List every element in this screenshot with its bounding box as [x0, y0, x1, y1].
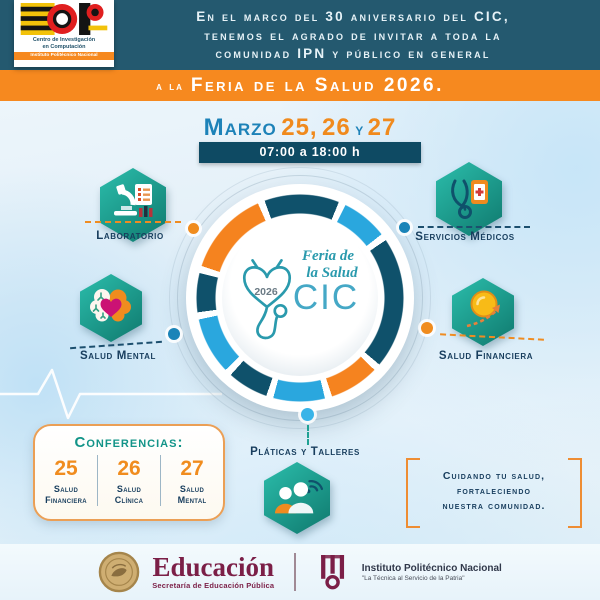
connector-dot-platicas	[301, 408, 314, 421]
ipn-block	[362, 563, 502, 582]
servicios-medicos-hexagon	[436, 162, 502, 236]
topic-line: Clínica	[114, 495, 144, 505]
invitation-line-3: comunidad IPN y público en general	[215, 46, 491, 61]
connector-dot-financiera	[421, 322, 433, 334]
invitation-text	[112, 8, 594, 64]
event-title-banner	[0, 70, 600, 101]
cic-name	[33, 37, 95, 50]
connector-dot-mental	[168, 328, 180, 340]
topic-line: Financiera	[45, 495, 87, 505]
salud-mental-hexagon	[80, 274, 142, 342]
topic-line: Mental	[177, 495, 207, 505]
topic-line: Salud	[116, 484, 142, 494]
ipn-title: Instituto Politécnico Nacional	[361, 562, 502, 574]
conferences-panel	[33, 424, 225, 521]
label-salud-mental: Salud Mental	[80, 350, 156, 362]
conference-topic	[35, 484, 97, 506]
date-day-27: 27	[367, 114, 397, 141]
connector-dash-servicios	[418, 226, 530, 228]
topic-line: Salud	[179, 484, 205, 494]
connector-dash-laboratorio	[85, 221, 181, 223]
date-month: Marzo	[203, 114, 277, 141]
slogan-line-3: nuestra comunidad.	[442, 499, 546, 512]
medical-kit-icon	[445, 175, 493, 223]
date-day-26: 26	[322, 114, 351, 141]
footer-divider	[294, 553, 296, 591]
event-schedule: 07:00 a 18:00 h	[199, 142, 421, 163]
sep-block	[152, 554, 274, 590]
conference-day-number: 25	[54, 457, 78, 480]
cic-parent-institution: Instituto Politécnico Nacional	[14, 52, 114, 60]
label-platicas-talleres: Pláticas y Talleres	[250, 446, 360, 458]
cic-name-line-2: en Computación	[42, 43, 86, 50]
date-conjunction: y	[355, 120, 364, 139]
platicas-talleres-hexagon	[264, 462, 330, 534]
ekg-line-decoration	[0, 366, 225, 426]
institutional-footer	[0, 544, 600, 600]
label-servicios-medicos: Servicios Médicos	[415, 231, 515, 243]
slogan-quote	[406, 458, 582, 524]
date-day-25: 25,	[281, 114, 318, 141]
invitation-line-2: tenemos el agrado de invitar a toda la	[204, 27, 502, 43]
connector-dash-mental	[70, 341, 162, 349]
event-title: Feria de la Salud 2026.	[190, 74, 444, 96]
conference-day-number: 27	[180, 457, 204, 480]
sep-title: Educación	[152, 552, 274, 582]
banner-prefix: a la	[156, 78, 184, 93]
brain-heart-icon	[87, 285, 135, 331]
fair-logo-acronym: CIC	[292, 278, 360, 317]
conference-day-number: 26	[117, 457, 141, 480]
topic-line: Salud	[53, 484, 79, 494]
label-salud-financiera: Salud Financiera	[438, 350, 534, 362]
conference-topic	[161, 484, 223, 506]
slogan-line-1: Cuidando tu salud,	[442, 469, 546, 482]
fair-logo-year: 2026	[254, 286, 278, 298]
fair-logo	[222, 222, 378, 374]
coin-growth-icon	[460, 290, 506, 334]
fair-logo-title-1: Feria de	[301, 248, 355, 264]
conference-day-25	[35, 455, 97, 506]
cic-logo	[14, 0, 114, 67]
fair-logo-title-2: la Salud	[306, 265, 358, 281]
conferences-title: Conferencias:	[74, 434, 184, 451]
conference-day-27	[161, 455, 223, 506]
conference-day-26	[97, 455, 161, 506]
conference-topic	[98, 484, 160, 506]
cic-emblem-icon	[18, 3, 110, 35]
event-date	[0, 114, 600, 142]
cic-name-line-1: Centro de Investigación	[32, 37, 96, 43]
workshop-people-icon	[270, 475, 324, 521]
ipn-motto: "La Técnica al Servicio de la Patria"	[361, 574, 465, 582]
sep-subtitle: Secretaría de Educación Pública	[152, 581, 275, 590]
sep-seal-icon	[98, 551, 140, 593]
label-laboratorio: Laboratorio	[96, 230, 164, 242]
connector-dash-platicas	[307, 425, 309, 445]
ipn-emblem-icon	[316, 551, 350, 593]
invitation-line-1: En el marco del 30 aniversario del CIC,	[196, 9, 510, 24]
slogan-line-2: fortaleciendo	[456, 484, 532, 497]
